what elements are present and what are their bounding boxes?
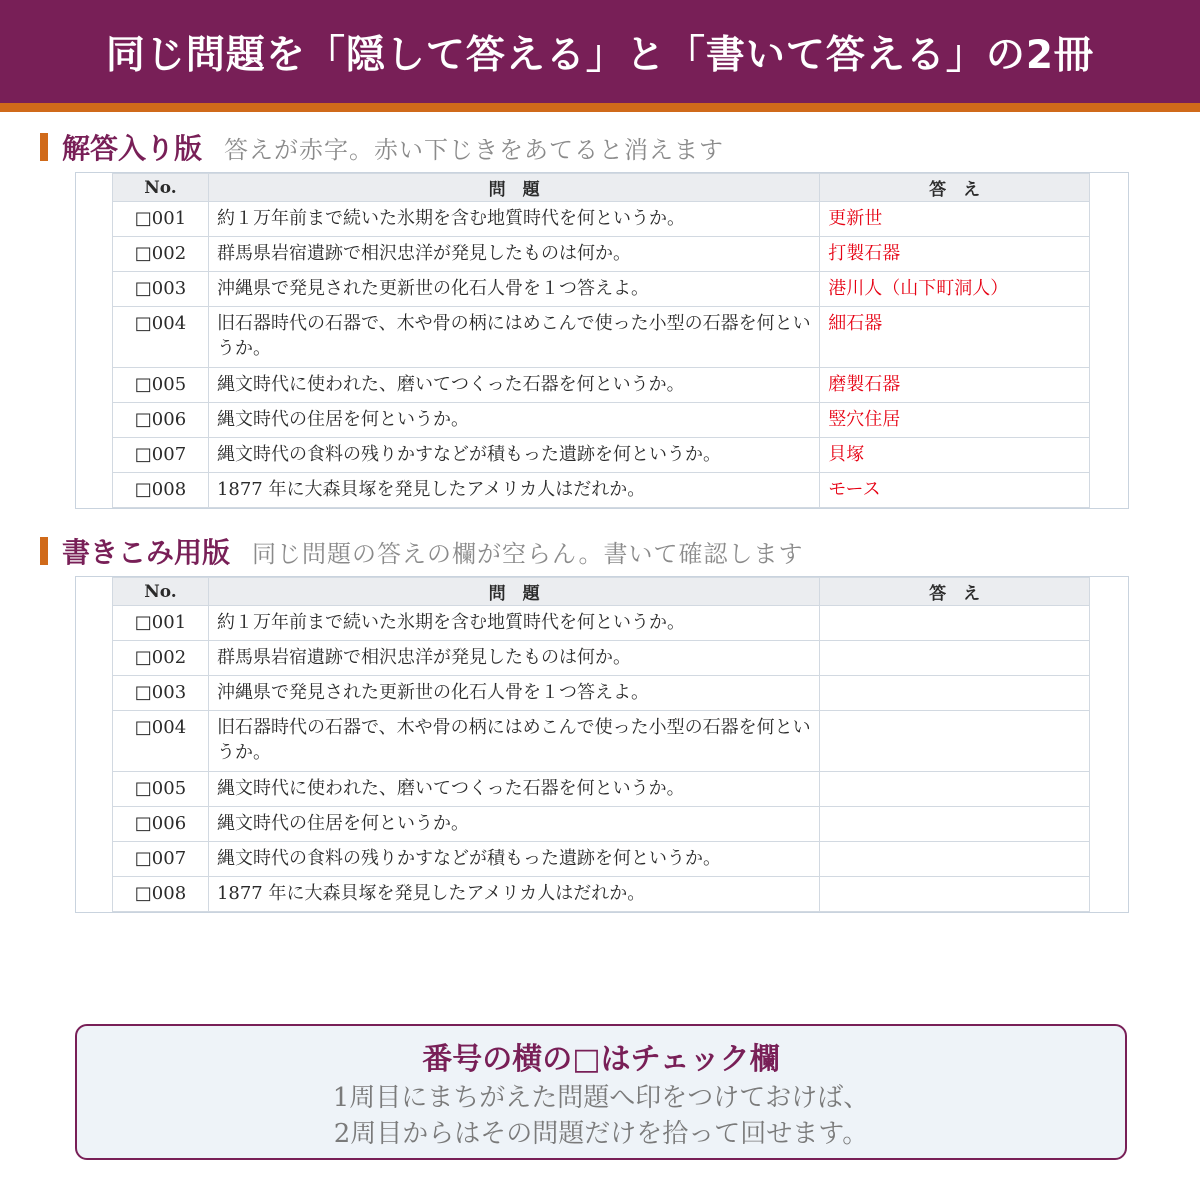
table-row <box>113 473 1090 508</box>
row-question: 群馬県岩宿遺跡で相沢忠洋が発見したものは何か。 <box>208 237 819 272</box>
table-row <box>113 368 1090 403</box>
row-answer-blank <box>820 676 1090 711</box>
table-row <box>113 772 1090 807</box>
table-row <box>113 842 1090 877</box>
row-number: □005 <box>113 368 209 403</box>
table-row <box>113 307 1090 368</box>
row-number: □006 <box>113 403 209 438</box>
row-number: □007 <box>113 842 209 877</box>
row-answer-blank <box>820 606 1090 641</box>
row-question: 1877 年に大森貝塚を発見したアメリカ人はだれか。 <box>208 473 819 508</box>
row-answer: 港川人（山下町洞人） <box>820 272 1090 307</box>
note-line: 2周目からはその問題だけを拾って回せます。 <box>333 1119 869 1149</box>
row-answer-blank <box>820 772 1090 807</box>
row-question: 1877 年に大森貝塚を発見したアメリカ人はだれか。 <box>208 877 819 912</box>
table-row <box>113 403 1090 438</box>
answer-edition-description: 答えが赤字。赤い下じきをあてると消えます <box>224 135 725 164</box>
row-answer: 打製石器 <box>820 237 1090 272</box>
column-header-no: No. <box>113 578 209 606</box>
row-answer: 磨製石器 <box>820 368 1090 403</box>
table-row <box>113 877 1090 912</box>
row-question: 約１万年前まで続いた氷期を含む地質時代を何というか。 <box>208 202 819 237</box>
row-question: 群馬県岩宿遺跡で相沢忠洋が発見したものは何か。 <box>208 641 819 676</box>
row-answer-blank <box>820 877 1090 912</box>
row-answer-blank <box>820 842 1090 877</box>
row-question: 縄文時代の食料の残りかすなどが積もった遺跡を何というか。 <box>208 842 819 877</box>
row-question: 縄文時代の住居を何というか。 <box>208 403 819 438</box>
column-header-no: No. <box>113 174 209 202</box>
note-title: 番号の横の□はチェック欄 <box>422 1042 780 1077</box>
row-question: 約１万年前まで続いた氷期を含む地質時代を何というか。 <box>208 606 819 641</box>
header-banner <box>0 0 1200 112</box>
write-edition-table <box>112 577 1090 912</box>
row-number: □003 <box>113 676 209 711</box>
row-number: □001 <box>113 202 209 237</box>
row-answer: 貝塚 <box>820 438 1090 473</box>
row-answer-blank <box>820 711 1090 772</box>
row-answer-blank <box>820 641 1090 676</box>
row-number: □005 <box>113 772 209 807</box>
row-number: □007 <box>113 438 209 473</box>
table-row <box>113 438 1090 473</box>
section-marker <box>40 537 48 565</box>
row-answer: 竪穴住居 <box>820 403 1090 438</box>
table-header-row <box>113 174 1090 202</box>
row-question: 縄文時代の住居を何というか。 <box>208 807 819 842</box>
write-edition-table-frame <box>75 576 1129 913</box>
row-number: □004 <box>113 711 209 772</box>
column-header-question: 問 題 <box>208 174 819 202</box>
table-row <box>113 202 1090 237</box>
answer-edition-title: 解答入り版 <box>62 132 203 165</box>
write-edition-title: 書きこみ用版 <box>62 536 231 569</box>
row-number: □002 <box>113 641 209 676</box>
row-number: □002 <box>113 237 209 272</box>
page-title: 同じ問題を「隠して答える」と「書いて答える」の2冊 <box>105 32 1095 78</box>
section-marker <box>40 133 48 161</box>
checkbox-note-box <box>75 1024 1127 1160</box>
row-question: 沖縄県で発見された更新世の化石人骨を１つ答えよ。 <box>208 676 819 711</box>
row-answer-blank <box>820 807 1090 842</box>
table-row <box>113 272 1090 307</box>
table-row <box>113 807 1090 842</box>
row-question: 旧石器時代の石器で、木や骨の柄にはめこんで使った小型の石器を何というか。 <box>208 307 819 368</box>
row-answer: 細石器 <box>820 307 1090 368</box>
table-row <box>113 641 1090 676</box>
row-question: 縄文時代の食料の残りかすなどが積もった遺跡を何というか。 <box>208 438 819 473</box>
row-question: 沖縄県で発見された更新世の化石人骨を１つ答えよ。 <box>208 272 819 307</box>
column-header-answer: 答 え <box>820 174 1090 202</box>
column-header-question: 問 題 <box>208 578 819 606</box>
table-row <box>113 237 1090 272</box>
write-edition-description: 同じ問題の答えの欄が空らん。書いて確認します <box>252 539 804 568</box>
row-number: □008 <box>113 877 209 912</box>
row-number: □003 <box>113 272 209 307</box>
answer-edition-table <box>112 173 1090 508</box>
note-line: 1周目にまちがえた問題へ印をつけておけば、 <box>332 1083 870 1113</box>
answer-edition-table-frame <box>75 172 1129 509</box>
row-answer: 更新世 <box>820 202 1090 237</box>
column-header-answer: 答 え <box>820 578 1090 606</box>
write-edition-heading <box>40 531 803 571</box>
row-question: 旧石器時代の石器で、木や骨の柄にはめこんで使った小型の石器を何というか。 <box>208 711 819 772</box>
row-question: 縄文時代に使われた、磨いてつくった石器を何というか。 <box>208 772 819 807</box>
row-answer: モース <box>820 473 1090 508</box>
answer-edition-heading <box>40 127 724 167</box>
table-row <box>113 711 1090 772</box>
row-number: □004 <box>113 307 209 368</box>
row-question: 縄文時代に使われた、磨いてつくった石器を何というか。 <box>208 368 819 403</box>
table-row <box>113 606 1090 641</box>
table-row <box>113 676 1090 711</box>
row-number: □001 <box>113 606 209 641</box>
table-header-row <box>113 578 1090 606</box>
row-number: □008 <box>113 473 209 508</box>
row-number: □006 <box>113 807 209 842</box>
